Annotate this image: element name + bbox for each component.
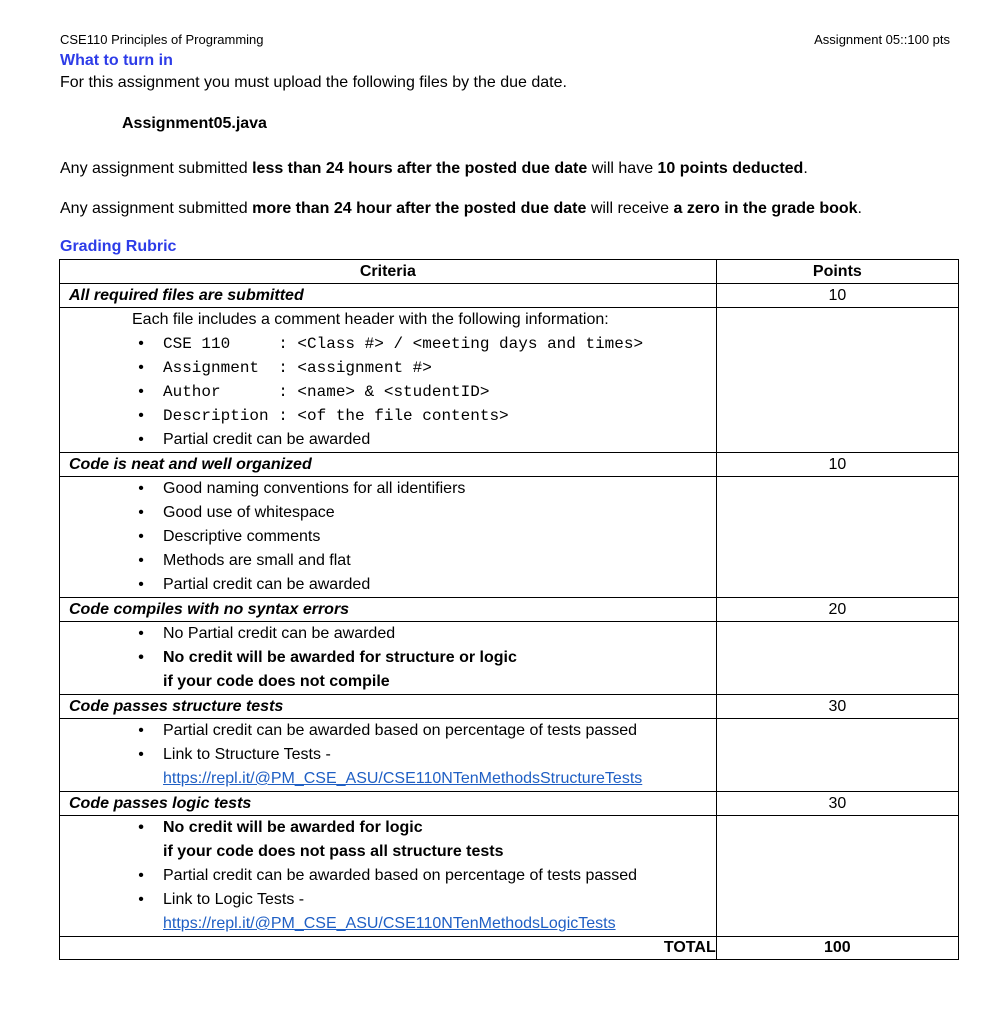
late-policy-under-24h (60, 160, 808, 178)
rubric-details-row (60, 308, 959, 453)
rubric-category-row (60, 453, 959, 477)
category-details (60, 477, 717, 598)
bullet-list (60, 477, 716, 597)
late-policy-over-24h (60, 200, 862, 218)
bullet-icon: • (138, 746, 144, 763)
list-item-text-continued: if your code does not pass all structure tests (163, 843, 504, 860)
what-to-turn-in-heading: What to turn in (60, 52, 173, 69)
rubric-category-row (60, 284, 959, 308)
turn-in-intro: For this assignment you must upload the following files by the due date. (60, 74, 567, 91)
criteria-column-header: Criteria (60, 260, 717, 284)
comment-header-intro: Each file includes a comment header with the following information: (132, 311, 609, 328)
category-points: 10 (716, 284, 958, 308)
list-item-text: Descriptive comments (163, 528, 321, 545)
assignment-header: Assignment 05::100 pts (814, 32, 950, 47)
list-item-text-continued: if your code does not compile (163, 673, 390, 690)
empty-points-cell (716, 816, 958, 937)
points-column-header: Points (716, 260, 958, 284)
late2-mid: will receive (586, 200, 674, 217)
list-item-text: Methods are small and flat (163, 552, 351, 569)
total-points: 100 (716, 937, 958, 960)
total-label: TOTAL (60, 937, 717, 960)
list-item (60, 332, 716, 356)
bullet-icon: • (138, 383, 144, 400)
header-field-description: Description : <of the file contents> (163, 407, 509, 425)
list-item (60, 356, 716, 380)
empty-points-cell (716, 308, 958, 453)
list-item-text: Partial credit can be awarded based on percentage of tests passed (163, 867, 638, 884)
rubric-category-row (60, 792, 959, 816)
category-details (60, 308, 717, 453)
list-item (60, 525, 716, 549)
category-points: 20 (716, 598, 958, 622)
bullet-icon: • (138, 335, 144, 352)
list-item (60, 573, 716, 597)
category-name: Code is neat and well organized (60, 453, 717, 477)
bullet-icon: • (138, 891, 144, 908)
category-details (60, 816, 717, 937)
list-item (60, 864, 716, 888)
empty-points-cell (716, 622, 958, 695)
late2-bold-2: a zero in the grade book (673, 200, 858, 217)
bullet-list (60, 332, 716, 452)
header-field-author: Author : <name> & <studentID> (163, 383, 490, 401)
bullet-icon: • (138, 576, 144, 593)
bullet-icon: • (138, 867, 144, 884)
rubric-category-row (60, 598, 959, 622)
bullet-icon: • (138, 407, 144, 424)
rubric-details-row (60, 816, 959, 937)
list-item (60, 816, 716, 864)
list-item-text: Partial credit can be awarded (163, 431, 371, 448)
bullet-icon: • (138, 528, 144, 545)
bullet-icon: • (138, 552, 144, 569)
bullet-icon: • (138, 504, 144, 521)
rubric-details-row (60, 719, 959, 792)
required-file-name: Assignment05.java (122, 115, 267, 132)
bullet-icon: • (138, 431, 144, 448)
grading-rubric-heading: Grading Rubric (60, 238, 177, 255)
list-item-text: Link to Structure Tests - (163, 746, 331, 763)
category-points: 10 (716, 453, 958, 477)
bullet-list (60, 816, 716, 936)
course-header: CSE110 Principles of Programming (60, 32, 264, 47)
header-field-course: CSE 110 : <Class #> / <meeting days and times> (163, 335, 644, 353)
grading-rubric-table (59, 259, 959, 960)
bullet-list (60, 719, 716, 791)
logic-tests-link[interactable]: https://repl.it/@PM_CSE_ASU/CSE110NTenMethodsLogicTests (163, 915, 616, 932)
late2-post: . (857, 200, 862, 217)
bullet-list (60, 622, 716, 694)
category-points: 30 (716, 695, 958, 719)
list-item-text: Link to Logic Tests - (163, 891, 305, 908)
list-item (60, 719, 716, 743)
late1-bold-1: less than 24 hours after the posted due date (252, 160, 588, 177)
category-points: 30 (716, 792, 958, 816)
category-details (60, 622, 717, 695)
list-item-text: Partial credit can be awarded (163, 576, 371, 593)
rubric-details-row (60, 622, 959, 695)
category-name: Code passes structure tests (60, 695, 717, 719)
late2-pre: Any assignment submitted (60, 200, 253, 217)
empty-points-cell (716, 719, 958, 792)
late1-post: . (803, 160, 808, 177)
structure-tests-link[interactable]: https://repl.it/@PM_CSE_ASU/CSE110NTenMethodsStructureTests (163, 770, 643, 787)
list-item (60, 622, 716, 646)
list-item-text: No credit will be awarded for structure or logic (163, 649, 517, 666)
category-name: Code compiles with no syntax errors (60, 598, 717, 622)
category-name: Code passes logic tests (60, 792, 717, 816)
bullet-icon: • (138, 625, 144, 642)
list-item (60, 477, 716, 501)
category-name: All required files are submitted (60, 284, 717, 308)
late1-bold-2: 10 points deducted (657, 160, 804, 177)
bullet-icon: • (138, 359, 144, 376)
rubric-details-row (60, 477, 959, 598)
late1-mid: will have (587, 160, 658, 177)
list-item (60, 404, 716, 428)
rubric-total-row (60, 937, 959, 960)
list-item (60, 888, 716, 936)
list-item (60, 743, 716, 791)
category-details (60, 719, 717, 792)
list-item (60, 549, 716, 573)
bullet-icon: • (138, 480, 144, 497)
bullet-icon: • (138, 819, 144, 836)
list-item-text: No Partial credit can be awarded (163, 625, 396, 642)
list-item (60, 501, 716, 525)
bullet-icon: • (138, 722, 144, 739)
late2-bold-1: more than 24 hour after the posted due date (252, 200, 587, 217)
list-item (60, 380, 716, 404)
list-item (60, 646, 716, 694)
bullet-icon: • (138, 649, 144, 666)
late1-pre: Any assignment submitted (60, 160, 253, 177)
empty-points-cell (716, 477, 958, 598)
rubric-header-row (60, 260, 959, 284)
list-item-text: Partial credit can be awarded based on percentage of tests passed (163, 722, 638, 739)
list-item (60, 428, 716, 452)
list-item-text: Good use of whitespace (163, 504, 335, 521)
list-item-text: No credit will be awarded for logic (163, 819, 423, 836)
header-field-assignment: Assignment : <assignment #> (163, 359, 432, 377)
list-item-text: Good naming conventions for all identifiers (163, 480, 466, 497)
rubric-category-row (60, 695, 959, 719)
